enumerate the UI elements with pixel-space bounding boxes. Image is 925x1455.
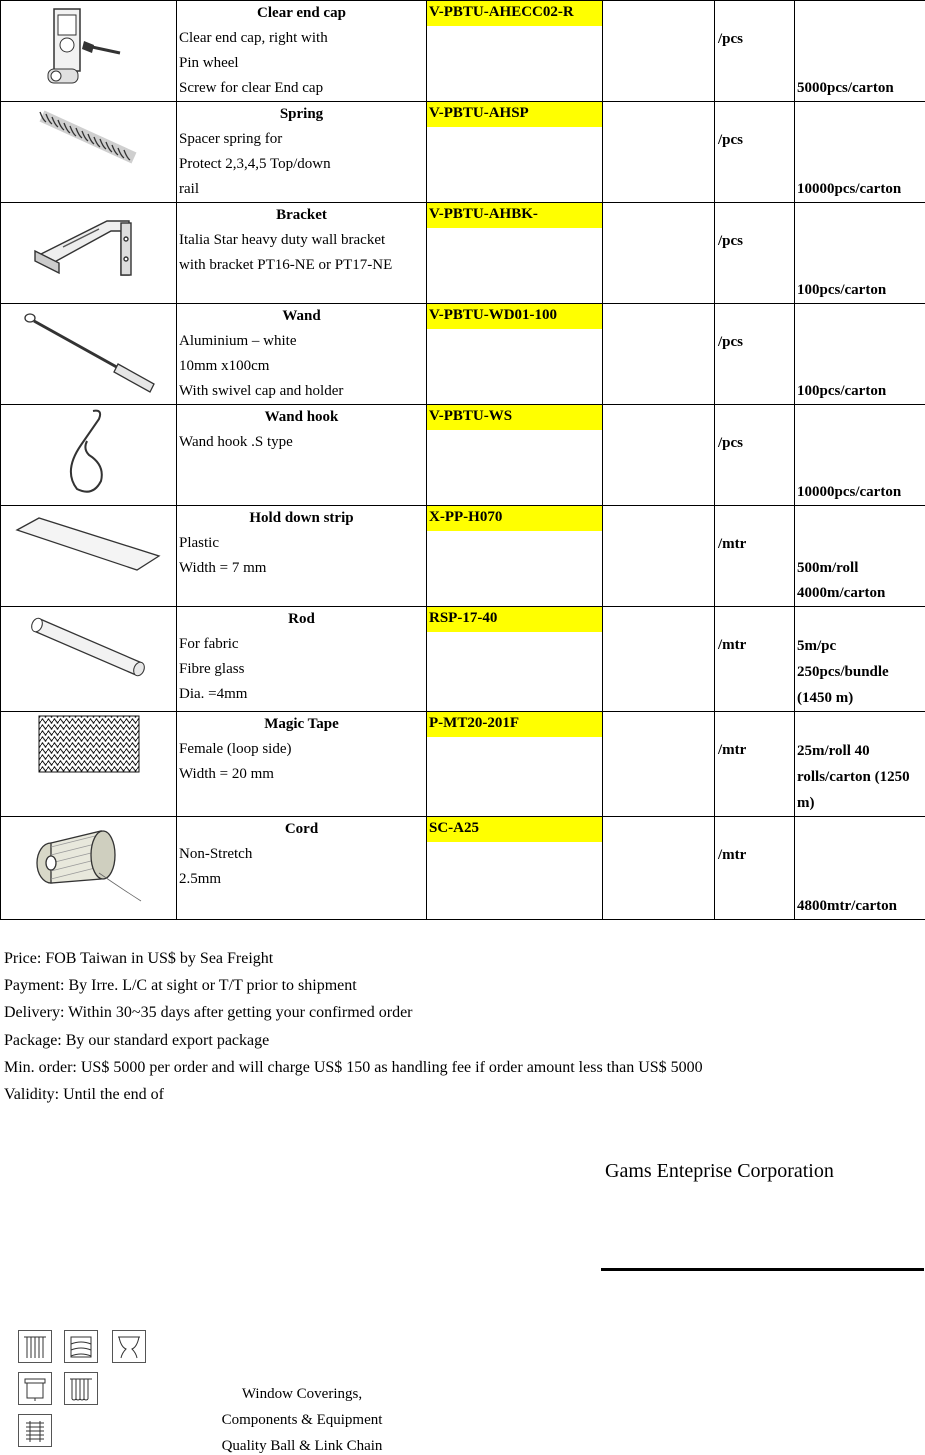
- packing-cell: [795, 102, 925, 203]
- terms-price: Price: FOB Taiwan in US$ by Sea Freight: [4, 950, 274, 967]
- product-code: V-PBTU-WD01-100: [427, 304, 602, 329]
- unit-cell: /pcs: [715, 102, 795, 203]
- product-name: Wand: [282, 308, 321, 324]
- product-code-cell: [427, 817, 603, 920]
- product-image-cell: [1, 817, 177, 920]
- price-cell: [603, 203, 715, 304]
- packing-line: 100pcs/carton: [797, 383, 887, 399]
- product-code: P-MT20-201F: [427, 712, 602, 737]
- product-name: Rod: [288, 611, 315, 627]
- packing-cell: [795, 817, 925, 920]
- product-code: RSP-17-40: [427, 607, 602, 632]
- product-description: [177, 304, 427, 405]
- packing-line: 250pcs/bundle: [797, 664, 889, 680]
- price-cell: [603, 1, 715, 102]
- unit-cell: /mtr: [715, 607, 795, 712]
- hold-down-strip-icon: [9, 506, 169, 576]
- packing-line: (1450 m): [797, 690, 854, 706]
- packing-cell: [795, 607, 925, 712]
- product-description: [177, 506, 427, 607]
- terms-validity: Validity: Until the end of: [4, 1086, 164, 1104]
- product-code-cell: [427, 203, 603, 304]
- description-line: Clear end cap, right with: [179, 30, 328, 46]
- packing-line: 10000pcs/carton: [797, 181, 902, 197]
- table-row: [1, 203, 925, 304]
- packing-line: 4000m/carton: [797, 585, 886, 601]
- description-line: with bracket PT16-NE or PT17-NE: [179, 257, 393, 273]
- product-image-cell: [1, 607, 177, 712]
- logo-icon-grid: [18, 1330, 158, 1450]
- packing-cell: [795, 203, 925, 304]
- roman-shade-icon: [64, 1330, 98, 1363]
- packing-line: 100pcs/carton: [797, 282, 887, 298]
- packing-cell: [795, 304, 925, 405]
- product-code-cell: [427, 506, 603, 607]
- product-description: [177, 203, 427, 304]
- unit-cell: /mtr: [715, 817, 795, 920]
- product-code: V-PBTU-AHSP: [427, 102, 602, 127]
- description-line: Aluminium – white: [179, 333, 297, 349]
- wand-hook-icon: [59, 405, 119, 497]
- description-line: Pin wheel: [179, 55, 239, 71]
- packing-cell: [795, 506, 925, 607]
- product-image-cell: [1, 712, 177, 817]
- product-code-cell: [427, 712, 603, 817]
- description-line: rail: [179, 181, 199, 197]
- product-code: V-PBTU-WS: [427, 405, 602, 430]
- tagline-line: Quality Ball & Link Chain: [221, 1438, 383, 1454]
- product-code: V-PBTU-AHBK-: [427, 203, 602, 228]
- description-line: For fabric: [179, 636, 239, 652]
- table-row: [1, 102, 925, 203]
- table-row: [1, 1, 925, 102]
- product-name: Clear end cap: [257, 5, 346, 21]
- description-line: Wand hook .S type: [179, 434, 293, 450]
- table-row: [1, 712, 925, 817]
- product-description: [177, 405, 427, 506]
- product-name: Magic Tape: [264, 716, 339, 732]
- tagline-line: Components & Equipment: [221, 1412, 383, 1428]
- product-description: [177, 817, 427, 920]
- packing-cell: [795, 1, 925, 102]
- unit-cell: /mtr: [715, 712, 795, 817]
- description-line: Fibre glass: [179, 661, 245, 677]
- wand-icon: [14, 304, 164, 394]
- product-name: Bracket: [276, 207, 327, 223]
- product-code-cell: [427, 102, 603, 203]
- description-line: With swivel cap and holder: [179, 383, 344, 399]
- description-line: Plastic: [179, 535, 219, 551]
- cord-spool-icon: [29, 817, 149, 907]
- description-line: 2.5mm: [179, 871, 222, 887]
- description-line: Screw for clear End cap: [179, 80, 324, 96]
- venetian-blind-icon: [18, 1414, 52, 1447]
- terms-delivery: Delivery: Within 30~35 days after getting your confirmed order: [4, 1004, 413, 1022]
- product-image-cell: [1, 405, 177, 506]
- product-name: Cord: [284, 821, 319, 837]
- price-cell: [603, 102, 715, 203]
- product-image-cell: [1, 203, 177, 304]
- price-cell: [603, 405, 715, 506]
- description-line: Non-Stretch: [179, 846, 253, 862]
- rod-icon: [24, 607, 154, 687]
- unit-cell: /mtr: [715, 506, 795, 607]
- unit-cell: /pcs: [715, 304, 795, 405]
- product-code-cell: [427, 1, 603, 102]
- packing-line: 25m/roll: [797, 743, 851, 759]
- price-cell: [603, 607, 715, 712]
- product-code: X-PP-H070: [427, 506, 602, 531]
- vertical-blind-icon: [18, 1330, 52, 1363]
- product-description: [177, 1, 427, 102]
- product-image-cell: [1, 506, 177, 607]
- product-code: SC-A25: [427, 817, 602, 842]
- packing-line: (1250 m): [797, 769, 910, 811]
- price-cell: [603, 304, 715, 405]
- product-description: [177, 102, 427, 203]
- curtain-icon: [112, 1330, 146, 1363]
- description-line: Female (loop side): [179, 741, 292, 757]
- packing-line: 500m/roll: [797, 560, 859, 576]
- product-image-cell: [1, 304, 177, 405]
- table-row: [1, 304, 925, 405]
- description-line: Italia Star heavy duty wall bracket: [179, 232, 386, 248]
- packing-cell: [795, 712, 925, 817]
- description-line: Dia. =4mm: [179, 686, 248, 702]
- description-line: Width = 7 mm: [179, 560, 267, 576]
- unit-cell: /pcs: [715, 1, 795, 102]
- product-image-cell: [1, 1, 177, 102]
- product-code: V-PBTU-AHECC02-R: [427, 1, 602, 26]
- packing-line: 5m/pc: [797, 638, 837, 654]
- signature-line: [601, 1268, 924, 1271]
- product-name: Wand hook: [264, 409, 339, 425]
- company-name: Gams Enteprise Corporation: [605, 1160, 834, 1182]
- table-row: [1, 817, 925, 920]
- spring-icon: [34, 102, 144, 172]
- product-name: Hold down strip: [249, 510, 354, 526]
- product-description: [177, 712, 427, 817]
- packing-line: 10000pcs/carton: [797, 484, 902, 500]
- product-code-cell: [427, 607, 603, 712]
- price-cell: [603, 712, 715, 817]
- price-cell: [603, 817, 715, 920]
- unit-cell: /pcs: [715, 203, 795, 304]
- packing-line: 40 rolls/carton: [797, 743, 871, 785]
- clear-end-cap-icon: [34, 1, 144, 91]
- product-code-cell: [427, 304, 603, 405]
- description-line: Spacer spring for: [179, 131, 283, 147]
- packing-line: 4800mtr/carton: [797, 898, 897, 914]
- product-code-cell: [427, 405, 603, 506]
- product-image-cell: [1, 102, 177, 203]
- table-row: [1, 607, 925, 712]
- terms-min-order: Min. order: US$ 5000 per order and will charge US$ 150 as handling fee if order amount less than US$ 5000: [4, 1058, 703, 1076]
- terms-payment: Payment: By Irre. L/C at sight or T/T prior to shipment: [4, 977, 357, 995]
- packing-cell: [795, 405, 925, 506]
- unit-cell: /pcs: [715, 405, 795, 506]
- price-cell: [603, 506, 715, 607]
- product-description: [177, 607, 427, 712]
- pleated-shade-icon: [64, 1372, 98, 1405]
- terms-section: [4, 945, 703, 1108]
- tagline-line: Window Coverings,: [241, 1386, 363, 1402]
- company-tagline: [202, 1381, 402, 1455]
- description-line: Protect 2,3,4,5 Top/down: [179, 156, 331, 172]
- packing-line: 5000pcs/carton: [797, 80, 894, 96]
- magic-tape-icon: [35, 712, 143, 776]
- terms-package: Package: By our standard export package: [4, 1031, 270, 1049]
- product-name: Spring: [279, 106, 324, 122]
- description-line: Width = 20 mm: [179, 766, 274, 782]
- table-row: [1, 506, 925, 607]
- roller-shade-icon: [18, 1372, 52, 1405]
- description-line: 10mm x100cm: [179, 358, 270, 374]
- bracket-icon: [29, 203, 149, 283]
- table-row: [1, 405, 925, 506]
